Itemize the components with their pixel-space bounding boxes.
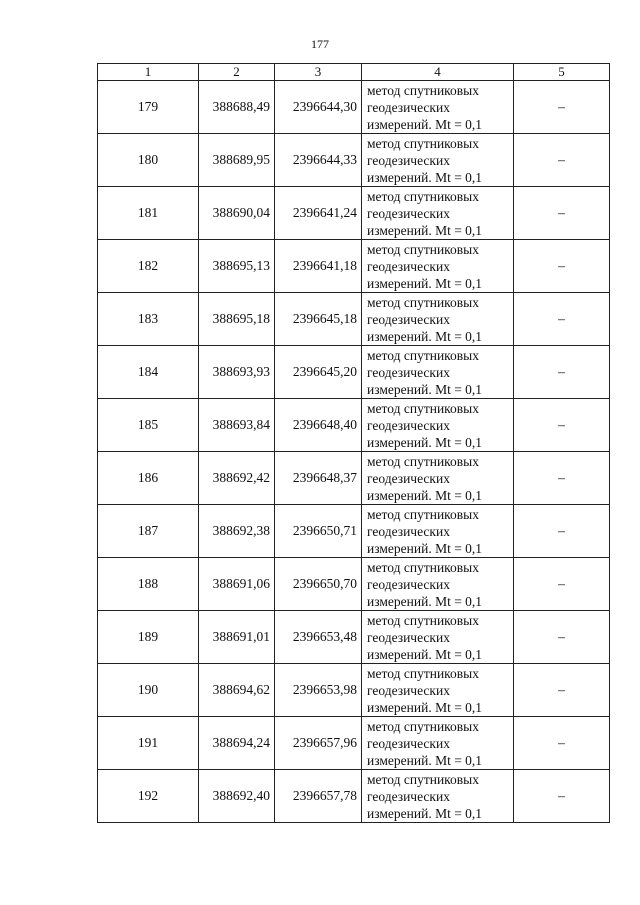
method-line: измерений. Mt = 0,1 — [367, 487, 483, 503]
note-cell: – — [514, 558, 610, 611]
x-coordinate-cell: 388694,62 — [199, 664, 275, 717]
x-coordinate-cell: 388689,95 — [199, 134, 275, 187]
method-cell — [362, 399, 514, 452]
method-line: измерений. Mt = 0,1 — [367, 381, 483, 397]
note-cell: – — [514, 240, 610, 293]
table-row — [98, 346, 610, 399]
point-number-cell: 190 — [98, 664, 199, 717]
x-coordinate-cell: 388693,84 — [199, 399, 275, 452]
method-line: метод спутниковых — [367, 453, 479, 469]
method-line: геодезических — [367, 523, 450, 539]
method-cell — [362, 240, 514, 293]
point-number-cell: 182 — [98, 240, 199, 293]
header-col-3: 3 — [275, 64, 362, 81]
x-coordinate-cell: 388692,38 — [199, 505, 275, 558]
note-cell: – — [514, 346, 610, 399]
method-cell — [362, 187, 514, 240]
header-col-1: 1 — [98, 64, 199, 81]
table-row — [98, 558, 610, 611]
y-coordinate-cell: 2396641,24 — [275, 187, 362, 240]
table-row — [98, 134, 610, 187]
method-line: измерений. Mt = 0,1 — [367, 593, 483, 609]
note-cell: – — [514, 134, 610, 187]
point-number-cell: 186 — [98, 452, 199, 505]
method-cell — [362, 293, 514, 346]
method-cell — [362, 452, 514, 505]
method-cell — [362, 611, 514, 664]
table-row — [98, 664, 610, 717]
point-number-cell: 187 — [98, 505, 199, 558]
x-coordinate-cell: 388688,49 — [199, 81, 275, 134]
y-coordinate-cell: 2396648,37 — [275, 452, 362, 505]
table-row — [98, 770, 610, 823]
method-line: метод спутниковых — [367, 82, 479, 98]
method-line: метод спутниковых — [367, 559, 479, 575]
point-number-cell: 185 — [98, 399, 199, 452]
method-line: геодезических — [367, 258, 450, 274]
method-line: геодезических — [367, 417, 450, 433]
y-coordinate-cell: 2396645,20 — [275, 346, 362, 399]
point-number-cell: 181 — [98, 187, 199, 240]
method-line: метод спутниковых — [367, 400, 479, 416]
table-row — [98, 240, 610, 293]
method-line: измерений. Mt = 0,1 — [367, 752, 483, 768]
method-line: геодезических — [367, 682, 450, 698]
point-number-cell: 180 — [98, 134, 199, 187]
y-coordinate-cell: 2396657,78 — [275, 770, 362, 823]
y-coordinate-cell: 2396645,18 — [275, 293, 362, 346]
x-coordinate-cell: 388694,24 — [199, 717, 275, 770]
table-row — [98, 452, 610, 505]
y-coordinate-cell: 2396653,48 — [275, 611, 362, 664]
method-line: измерений. Mt = 0,1 — [367, 116, 483, 132]
y-coordinate-cell: 2396657,96 — [275, 717, 362, 770]
method-line: метод спутниковых — [367, 612, 479, 628]
method-line: измерений. Mt = 0,1 — [367, 646, 483, 662]
method-line: метод спутниковых — [367, 506, 479, 522]
y-coordinate-cell: 2396653,98 — [275, 664, 362, 717]
method-line: геодезических — [367, 788, 450, 804]
x-coordinate-cell: 388695,18 — [199, 293, 275, 346]
method-line: геодезических — [367, 364, 450, 380]
note-cell: – — [514, 505, 610, 558]
method-line: метод спутниковых — [367, 241, 479, 257]
method-cell — [362, 81, 514, 134]
method-line: метод спутниковых — [367, 294, 479, 310]
method-line: измерений. Mt = 0,1 — [367, 169, 483, 185]
point-number-cell: 191 — [98, 717, 199, 770]
method-cell — [362, 717, 514, 770]
header-col-4: 4 — [362, 64, 514, 81]
table-row — [98, 399, 610, 452]
method-line: геодезических — [367, 311, 450, 327]
y-coordinate-cell: 2396641,18 — [275, 240, 362, 293]
y-coordinate-cell: 2396650,71 — [275, 505, 362, 558]
table-body — [98, 81, 610, 823]
page-number: 177 — [311, 37, 329, 51]
method-line: измерений. Mt = 0,1 — [367, 699, 483, 715]
method-cell — [362, 346, 514, 399]
x-coordinate-cell: 388691,01 — [199, 611, 275, 664]
method-line: измерений. Mt = 0,1 — [367, 805, 483, 821]
x-coordinate-cell: 388692,42 — [199, 452, 275, 505]
method-line: метод спутниковых — [367, 718, 479, 734]
x-coordinate-cell: 388695,13 — [199, 240, 275, 293]
method-cell — [362, 505, 514, 558]
method-cell — [362, 558, 514, 611]
point-number-cell: 179 — [98, 81, 199, 134]
note-cell: – — [514, 293, 610, 346]
x-coordinate-cell: 388690,04 — [199, 187, 275, 240]
header-col-2: 2 — [199, 64, 275, 81]
method-line: метод спутниковых — [367, 771, 479, 787]
method-line: геодезических — [367, 152, 450, 168]
point-number-cell: 184 — [98, 346, 199, 399]
y-coordinate-cell: 2396650,70 — [275, 558, 362, 611]
x-coordinate-cell: 388693,93 — [199, 346, 275, 399]
table-row — [98, 187, 610, 240]
note-cell: – — [514, 717, 610, 770]
table-header — [98, 64, 610, 81]
table-row — [98, 505, 610, 558]
method-line: геодезических — [367, 576, 450, 592]
method-line: измерений. Mt = 0,1 — [367, 540, 483, 556]
point-number-cell: 189 — [98, 611, 199, 664]
note-cell: – — [514, 81, 610, 134]
method-line: измерений. Mt = 0,1 — [367, 275, 483, 291]
header-row — [98, 64, 610, 81]
point-number-cell: 192 — [98, 770, 199, 823]
note-cell: – — [514, 611, 610, 664]
method-line: геодезических — [367, 99, 450, 115]
note-cell: – — [514, 770, 610, 823]
method-cell — [362, 770, 514, 823]
note-cell: – — [514, 187, 610, 240]
y-coordinate-cell: 2396644,33 — [275, 134, 362, 187]
table-row — [98, 81, 610, 134]
note-cell: – — [514, 399, 610, 452]
method-cell — [362, 134, 514, 187]
note-cell: – — [514, 452, 610, 505]
method-line: измерений. Mt = 0,1 — [367, 434, 483, 450]
method-line: измерений. Mt = 0,1 — [367, 222, 483, 238]
method-line: геодезических — [367, 629, 450, 645]
method-line: измерений. Mt = 0,1 — [367, 328, 483, 344]
method-line: метод спутниковых — [367, 665, 479, 681]
x-coordinate-cell: 388692,40 — [199, 770, 275, 823]
table-row — [98, 611, 610, 664]
header-col-5: 5 — [514, 64, 610, 81]
method-line: метод спутниковых — [367, 135, 479, 151]
point-number-cell: 183 — [98, 293, 199, 346]
point-number-cell: 188 — [98, 558, 199, 611]
method-line: геодезических — [367, 470, 450, 486]
table-row — [98, 293, 610, 346]
method-line: метод спутниковых — [367, 188, 479, 204]
note-cell: – — [514, 664, 610, 717]
method-cell — [362, 664, 514, 717]
coordinates-table — [97, 63, 610, 823]
method-line: геодезических — [367, 735, 450, 751]
method-line: метод спутниковых — [367, 347, 479, 363]
method-line: геодезических — [367, 205, 450, 221]
table-row — [98, 717, 610, 770]
x-coordinate-cell: 388691,06 — [199, 558, 275, 611]
y-coordinate-cell: 2396644,30 — [275, 81, 362, 134]
y-coordinate-cell: 2396648,40 — [275, 399, 362, 452]
